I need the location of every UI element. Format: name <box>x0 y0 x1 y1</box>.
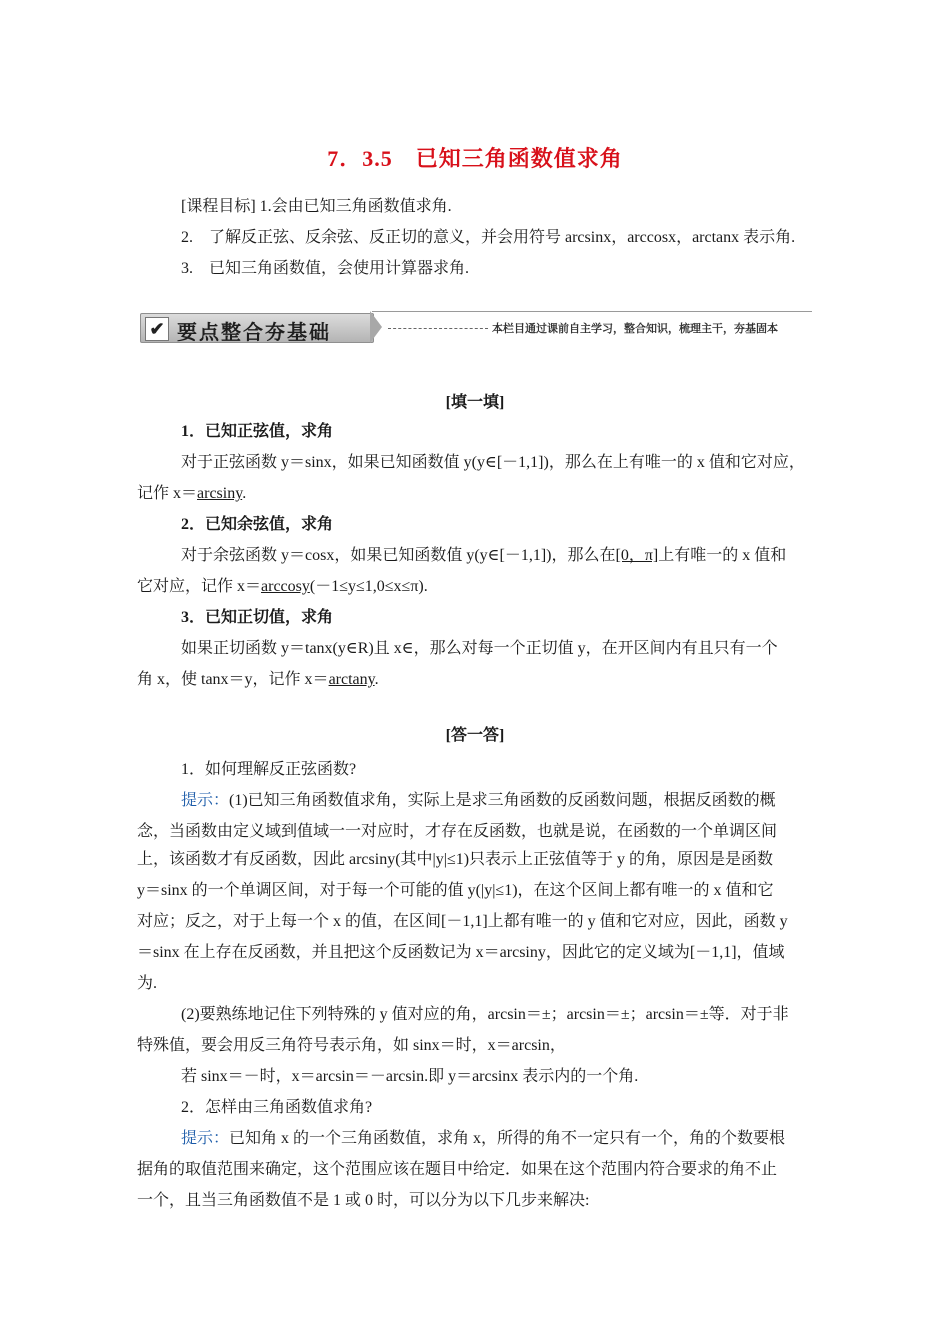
objective-3: 3. 已知三角函数值，会使用计算器求角. <box>181 260 470 277</box>
answer-2-line-1: (2)要熟练地记住下列特殊的 y 值对应的角，arcsin＝±；arcsin＝±；arcsin＝±等．对于非 <box>181 1006 789 1023</box>
text-span: . <box>242 485 247 502</box>
objective-2: 2. 了解反正弦、反余弦、反正切的意义，并会用符号 arcsinx，arccosx，arctanx 表示角. <box>181 229 796 246</box>
answer-1-line-3: 上，该函数才有反函数，因此 arcsiny(其中|y|≤1)只表示上正弦值等于 y 的角，原因是是函数 <box>137 851 774 868</box>
page-title: 7．3.5 已知三角函数值求角 <box>327 146 623 171</box>
objectives-label: [课程目标] <box>181 198 256 215</box>
fill-section-3-line-1: 如果正切函数 y＝tanx(y∈R)且 x∈，那么对每一个正切值 y，在开区间内有且只有一个 <box>181 640 778 657</box>
answer-1-line-2: 念，当函数由定义域到值域一一对应时，才存在反函数，也就是说，在函数的一个单调区间 <box>137 823 778 840</box>
text-span: 上有唯一的 x 值和 <box>658 547 787 564</box>
text-span: 角 x，使 tanx＝y，记作 x＝ <box>137 671 329 688</box>
banner-note: 本栏目通过课前自主学习，整合知识，梳理主干，夯基固本 <box>492 322 778 335</box>
answer-1-line-1 <box>181 791 817 811</box>
answer-heading: [答一答] <box>445 727 505 744</box>
banner-bar <box>140 313 374 343</box>
text-span: (1)已知三角函数值求角，实际上是求三角函数的反函数问题，根据反函数的概 <box>229 792 776 809</box>
answer-blank: arctany <box>328 671 375 688</box>
answer-blank: [0，π] <box>615 547 659 564</box>
answer-1-line-7: 为. <box>137 975 158 992</box>
fill-section-3-heading: 3．已知正切值，求角 <box>181 609 334 626</box>
fill-section-1-line-2 <box>137 484 817 504</box>
answer-2-line-2: 特殊值，要会用反三角符号表示角，如 sinx＝时，x＝arcsin， <box>137 1037 566 1054</box>
fill-section-2-heading: 2．已知余弦值，求角 <box>181 516 334 533</box>
fill-section-3-line-2 <box>137 670 817 690</box>
fill-section-1-line-1: 对于正弦函数 y＝sinx，如果已知函数值 y(y∈[－1,1])，那么在上有唯一的 x 值和它对应， <box>181 454 805 471</box>
answer-2-line-3: 若 sinx＝－时，x＝arcsin＝－arcsin.即 y＝arcsinx 表示内的一个角. <box>181 1068 639 1085</box>
answer-blank: arcsiny <box>197 485 243 502</box>
objective-1: 1.会由已知三角函数值求角. <box>255 198 452 215</box>
fill-section-1-heading: 1．已知正弦值，求角 <box>181 423 334 440</box>
text-span: (－1≤y≤1,0≤x≤π). <box>309 578 428 595</box>
question-1: 1．如何理解反正弦函数? <box>181 761 357 778</box>
text-span: . <box>374 671 379 688</box>
answer-1-line-6: ＝sinx 在上存在反函数，并且把这个反函数记为 x＝arcsiny，因此它的定义域为[－1,1]，值域 <box>137 944 785 961</box>
objective-line-1 <box>181 197 817 217</box>
question-2: 2．怎样由三角函数值求角? <box>181 1099 373 1116</box>
hint-label: 提示： <box>181 792 230 809</box>
answer-blank: arccosy <box>261 578 310 595</box>
answer-1-line-4: y＝sinx 的一个单调区间，对于每一个可能的值 y(|y|≤1)，在这个区间上都有唯一的 x 值和它 <box>137 882 774 899</box>
text-span: 对于余弦函数 y＝cosx，如果已知函数值 y(y∈[－1,1])，那么在 <box>181 547 616 564</box>
check-icon: ✔ <box>145 317 169 341</box>
answer-1-line-5: 对应；反之，对于上每一个 x 的值，在区间[－1,1]上都有唯一的 y 值和它对应，因此，函数 y <box>137 913 788 930</box>
banner-title: 要点整合夯基础 <box>177 320 331 344</box>
banner-arrow <box>370 311 382 343</box>
text-span: 记作 x＝ <box>137 485 198 502</box>
hint-label: 提示： <box>181 1130 230 1147</box>
banner-divider <box>372 311 812 312</box>
fill-section-2-line-1 <box>181 546 817 566</box>
text-span: 它对应，记作 x＝ <box>137 578 262 595</box>
text-span: 已知角 x 的一个三角函数值，求角 x，所得的角不一定只有一个，角的个数要根 <box>229 1130 786 1147</box>
fill-section-2-line-2 <box>137 577 817 597</box>
section-banner <box>140 311 812 345</box>
answer-3-line-3: 一个，且当三角函数值不是 1 或 0 时，可以分为以下几步来解决: <box>137 1192 590 1209</box>
answer-3-line-1 <box>181 1129 817 1149</box>
answer-3-line-2: 据角的取值范围来确定，这个范围应该在题目中给定．如果在这个范围内符合要求的角不止 <box>137 1161 778 1178</box>
fill-heading: [填一填] <box>445 394 505 411</box>
banner-dashed-rule <box>388 328 488 329</box>
